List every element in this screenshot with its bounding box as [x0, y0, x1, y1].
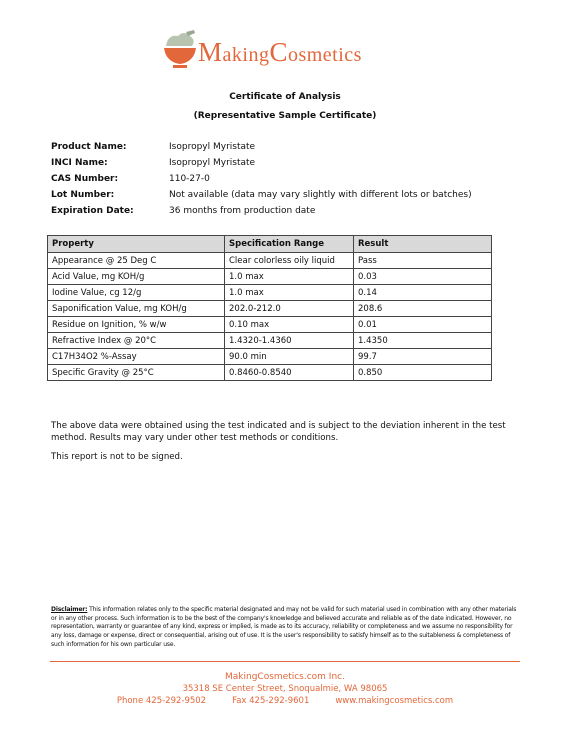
- table-cell: 1.4320-1.4360: [225, 333, 354, 349]
- table-row: [48, 301, 492, 317]
- table-cell: 90.0 min: [225, 349, 354, 365]
- column-header-result: Result: [354, 236, 492, 253]
- column-header-property: Property: [48, 236, 225, 253]
- table-cell: C17H34O2 %-Assay: [48, 349, 225, 365]
- footer-company: MakingCosmetics.com Inc.: [225, 672, 345, 682]
- table-cell: 1.0 max: [225, 285, 354, 301]
- info-label: Lot Number:: [51, 190, 115, 200]
- table-cell: 0.850: [354, 365, 492, 381]
- info-value: 36 months from production date: [169, 206, 316, 216]
- info-label: CAS Number:: [51, 174, 119, 184]
- table-cell: Clear colorless oily liquid: [225, 253, 354, 269]
- disclaimer-text: This information relates only to the specific material designated and may not be valid for such material used in combination with any other materials or in any other process. Such information is to be the best of the company's knowledge and believed accurate and reliable as of the date indicated. However, no representation, warranty or guarantee of any kind, express or implied, is made as to its accuracy, reliability or completeness and we assume no responsibility for any loss, damage or expense, direct or consequential, arising out of use. It is the user's responsibility to satisfy himself as to the suitableness & completeness of such information for his own particular use.: [51, 606, 517, 648]
- table-cell: 0.8460-0.8540: [225, 365, 354, 381]
- footer-fax: Fax 425-292-9601: [232, 696, 310, 706]
- table-cell: 0.14: [354, 285, 492, 301]
- table-cell: 1.0 max: [225, 269, 354, 285]
- table-cell: 202.0-212.0: [225, 301, 354, 317]
- table-row: [48, 269, 492, 285]
- table-cell: Specific Gravity @ 25°C: [48, 365, 225, 381]
- page-subtitle: (Representative Sample Certificate): [193, 111, 377, 121]
- table-cell: Iodine Value, cg 12/g: [48, 285, 225, 301]
- info-value: 110-27-0: [169, 174, 210, 184]
- table-row: [48, 333, 492, 349]
- table-cell: 1.4350: [354, 333, 492, 349]
- page-title: Certificate of Analysis: [229, 92, 341, 102]
- info-row-product-name: [51, 142, 531, 158]
- table-cell: 99.7: [354, 349, 492, 365]
- table-row: [48, 253, 492, 269]
- table-cell: 0.03: [354, 269, 492, 285]
- table-cell: Acid Value, mg KOH/g: [48, 269, 225, 285]
- table-cell: 208.6: [354, 301, 492, 317]
- info-row-expiration-date: [51, 206, 531, 222]
- footer-address: 35318 SE Center Street, Snoqualmie, WA 98065: [182, 684, 388, 694]
- footer-website-link[interactable]: www.makingcosmetics.com: [335, 696, 454, 706]
- footer-phone: Phone 425-292-9502: [116, 696, 207, 706]
- footer-contact: [0, 696, 570, 706]
- table-cell: Refractive Index @ 20°C: [48, 333, 225, 349]
- table-row: [48, 317, 492, 333]
- logo-wordmark: MakingCosmetics: [198, 37, 362, 67]
- product-info: [51, 142, 531, 222]
- info-value: Not available (data may vary slightly with different lots or batches): [169, 190, 472, 200]
- info-label: Expiration Date:: [51, 206, 134, 216]
- info-label: INCI Name:: [51, 158, 108, 168]
- test-note: The above data were obtained using the test indicated and is subject to the deviation inherent in the test method. Results may vary under other test methods or conditions.: [51, 421, 506, 443]
- table-header-row: [48, 236, 492, 253]
- signature-note: This report is not to be signed.: [51, 452, 183, 462]
- info-row-cas-number: [51, 174, 531, 190]
- table-row: [48, 365, 492, 381]
- info-row-inci-name: [51, 158, 531, 174]
- table-cell: Saponification Value, mg KOH/g: [48, 301, 225, 317]
- table-cell: Appearance @ 25 Deg C: [48, 253, 225, 269]
- table-cell: 0.01: [354, 317, 492, 333]
- table-cell: Pass: [354, 253, 492, 269]
- table-row: [48, 285, 492, 301]
- footer-divider: [50, 661, 520, 662]
- info-value: Isopropyl Myristate: [169, 158, 256, 168]
- info-value: Isopropyl Myristate: [169, 142, 256, 152]
- info-label: Product Name:: [51, 142, 127, 152]
- company-logo: [160, 28, 410, 72]
- table-cell: 0.10 max: [225, 317, 354, 333]
- column-header-specification-range: Specification Range: [225, 236, 354, 253]
- disclaimer-label: Disclaimer:: [51, 606, 88, 613]
- table-cell: Residue on Ignition, % w/w: [48, 317, 225, 333]
- info-row-lot-number: [51, 190, 531, 206]
- specification-table: [47, 235, 492, 381]
- table-row: [48, 349, 492, 365]
- mortar-pestle-icon: [160, 28, 200, 72]
- disclaimer: [51, 606, 521, 650]
